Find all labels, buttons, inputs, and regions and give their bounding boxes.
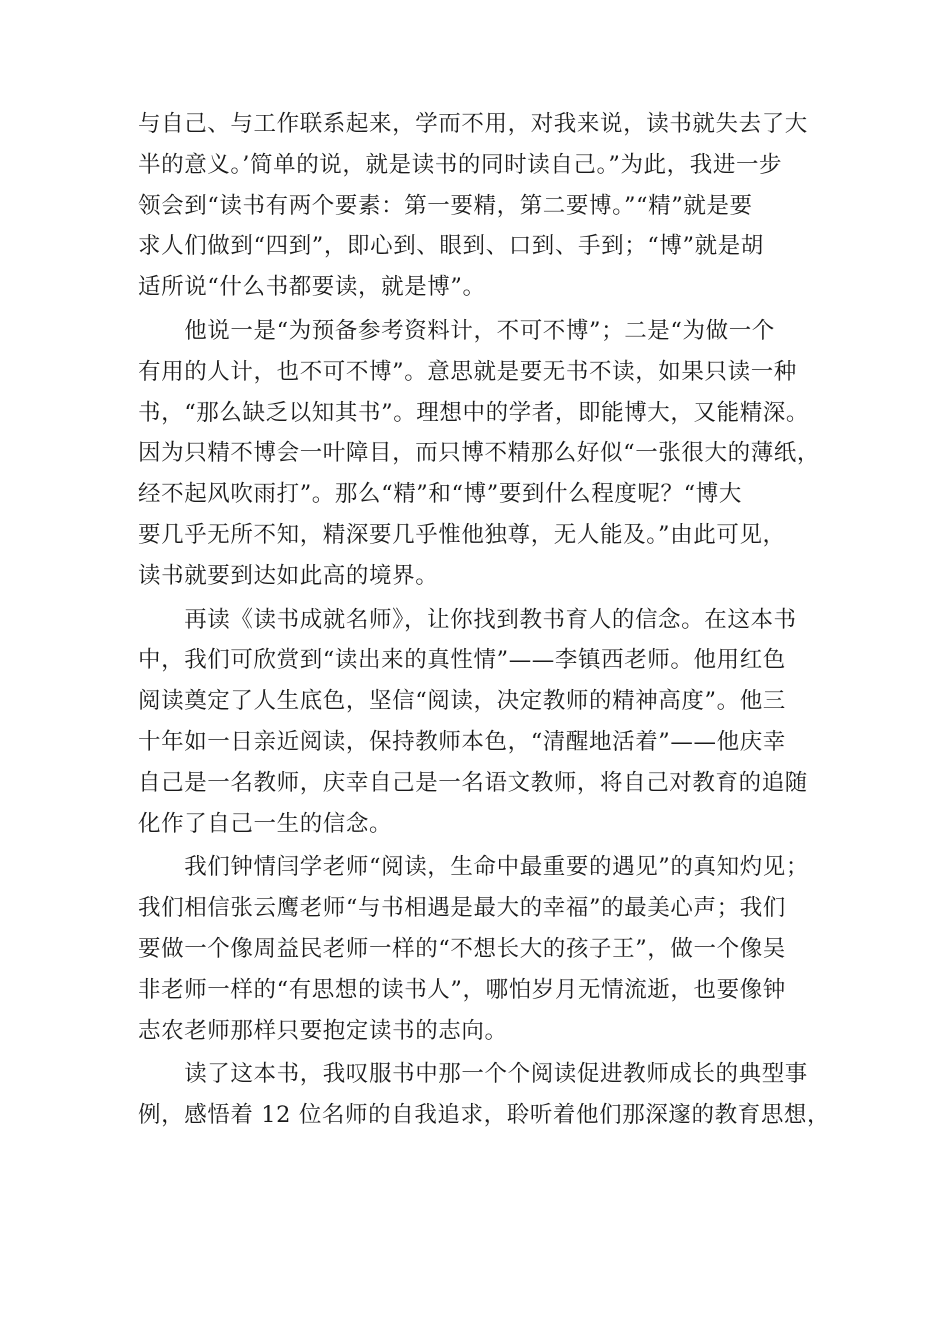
text-line: 读了这本书，我叹服书中那一个个阅读促进教师成长的典型事 [138,1061,808,1088]
text-line: 书，“那么缺乏以知其书”。理想中的学者，即能博大，又能精深。 [138,399,810,426]
text-line: 例，感悟着 12 位名师的自我追求，聆听着他们那深邃的教育思想， [138,1102,831,1129]
document-body [138,104,831,1136]
text-line: 领会到“读书有两个要素：第一要精，第二要博。”“精”就是要 [138,192,753,219]
text-line: 经不起风吹雨打”。那么“精”和“博”要到什么程度呢？“博大 [138,481,742,508]
text-line: 半的意义。’简单的说，就是读书的同时读自己。”为此，我进一步 [138,151,783,178]
text-line: 他说一是“为预备参考资料计，不可不博”；二是“为做一个 [138,317,775,344]
text-line: 十年如一日亲近阅读，保持教师本色，“清醒地活着”——他庆幸 [138,728,786,755]
text-line: 志农老师那样只要抱定读书的志向。 [138,1017,508,1044]
text-line: 要几乎无所不知，精深要几乎惟他独尊，无人能及。”由此可见， [138,521,786,548]
text-line: 化作了自己一生的信念。 [138,810,393,837]
text-line: 与自己、与工作联系起来，学而不用，对我来说，读书就失去了大 [138,111,808,137]
paragraph [138,600,818,845]
text-line: 自己是一名教师，庆幸自己是一名语文教师，将自己对教育的追随 [138,769,808,796]
text-line: 阅读奠定了人生底色，坚信“阅读，决定教师的精神高度”。他三 [138,688,786,715]
paragraph [138,104,818,308]
text-line: 适所说“什么书都要读，就是博”。 [138,274,486,301]
text-line: 有用的人计，也不可不博”。意思就是要无书不读，如果只读一种 [138,358,797,385]
text-line: 我们相信张云鹰老师“与书相遇是最大的幸福”的最美心声；我们 [138,895,786,922]
text-line: 读书就要到达如此高的境界。 [138,562,439,589]
paragraph [138,847,818,1051]
text-line: 中，我们可欣赏到“读出来的真性情”——李镇西老师。他用红色 [138,647,786,674]
text-line: 求人们做到“四到”，即心到、眼到、口到、手到；“博”就是胡 [138,233,764,260]
text-line: 因为只精不博会一叶障目，而只博不精那么好似“一张很大的薄纸， [138,440,821,467]
text-line: 要做一个像周益民老师一样的“不想长大的孩子王”，做一个像吴 [138,935,786,962]
text-line: 非老师一样的“有思想的读书人”，哪怕岁月无情流逝，也要像钟 [138,976,786,1003]
text-line: 我们钟情闫学老师“阅读，生命中最重要的遇见”的真知灼见； [138,854,810,881]
text-line: 再读《读书成就名师》，让你找到教书育人的信念。在这本书 [138,606,797,633]
paragraph [138,1054,831,1136]
paragraph [138,311,821,597]
